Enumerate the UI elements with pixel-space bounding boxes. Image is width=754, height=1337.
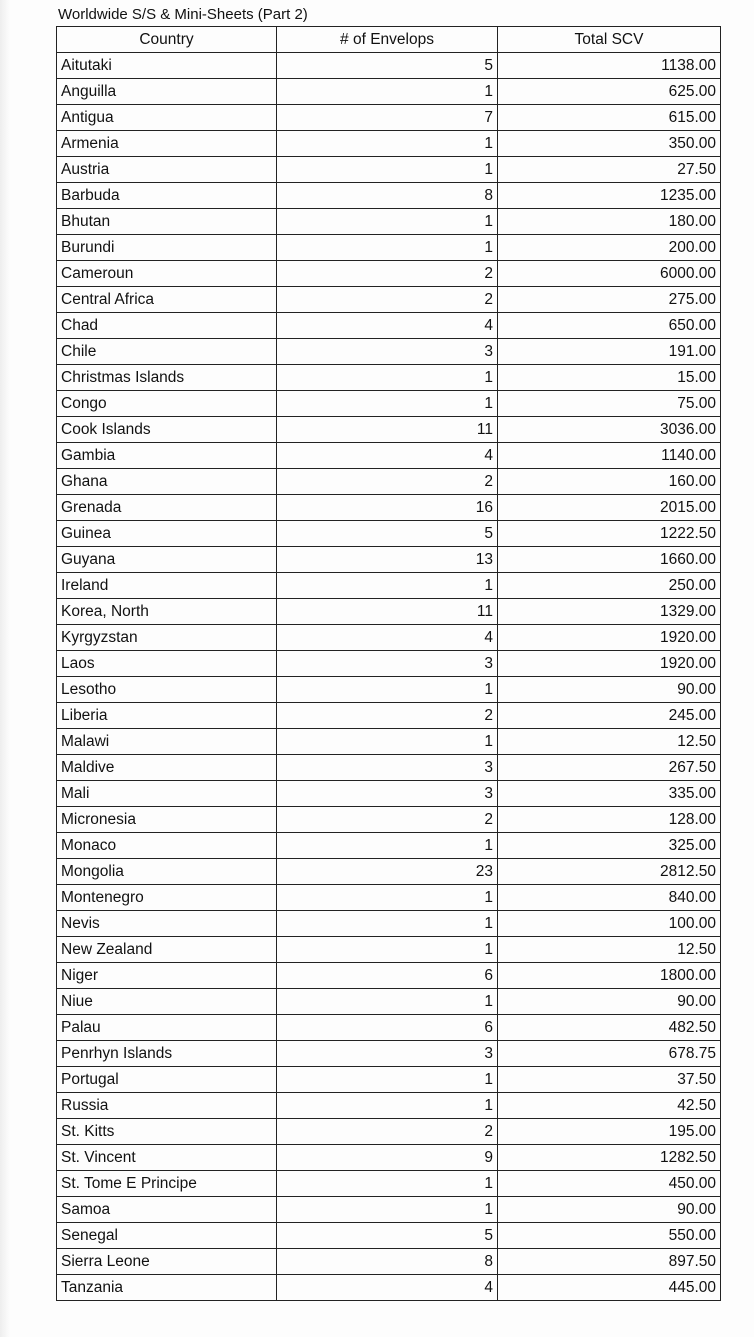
total-scv-cell: 1222.50 bbox=[498, 521, 721, 547]
envelops-cell: 1 bbox=[277, 911, 498, 937]
envelops-cell: 1 bbox=[277, 989, 498, 1015]
table-row bbox=[57, 1171, 721, 1197]
envelops-cell: 2 bbox=[277, 261, 498, 287]
country-cell: Central Africa bbox=[57, 287, 277, 313]
total-scv-cell: 128.00 bbox=[498, 807, 721, 833]
country-cell: Anguilla bbox=[57, 79, 277, 105]
total-scv-cell: 615.00 bbox=[498, 105, 721, 131]
total-scv-cell: 27.50 bbox=[498, 157, 721, 183]
total-scv-cell: 1800.00 bbox=[498, 963, 721, 989]
table-row bbox=[57, 521, 721, 547]
country-cell: Liberia bbox=[57, 703, 277, 729]
envelops-cell: 6 bbox=[277, 963, 498, 989]
table-row bbox=[57, 1093, 721, 1119]
table-row bbox=[57, 1119, 721, 1145]
envelops-cell: 11 bbox=[277, 417, 498, 443]
total-scv-cell: 75.00 bbox=[498, 391, 721, 417]
country-cell: Chile bbox=[57, 339, 277, 365]
country-cell: Malawi bbox=[57, 729, 277, 755]
envelops-cell: 2 bbox=[277, 469, 498, 495]
total-scv-cell: 325.00 bbox=[498, 833, 721, 859]
envelops-cell: 1 bbox=[277, 157, 498, 183]
envelops-cell: 4 bbox=[277, 625, 498, 651]
total-scv-cell: 100.00 bbox=[498, 911, 721, 937]
envelops-cell: 6 bbox=[277, 1015, 498, 1041]
envelops-cell: 1 bbox=[277, 391, 498, 417]
envelops-cell: 13 bbox=[277, 547, 498, 573]
table-row bbox=[57, 599, 721, 625]
envelops-cell: 3 bbox=[277, 651, 498, 677]
envelops-cell: 3 bbox=[277, 755, 498, 781]
table-row bbox=[57, 469, 721, 495]
table-row bbox=[57, 1275, 721, 1301]
total-scv-cell: 1282.50 bbox=[498, 1145, 721, 1171]
country-cell: Congo bbox=[57, 391, 277, 417]
table-row bbox=[57, 287, 721, 313]
envelops-cell: 16 bbox=[277, 495, 498, 521]
country-cell: Russia bbox=[57, 1093, 277, 1119]
table-row bbox=[57, 677, 721, 703]
country-cell: Sierra Leone bbox=[57, 1249, 277, 1275]
table-row bbox=[57, 209, 721, 235]
country-cell: Chad bbox=[57, 313, 277, 339]
total-scv-cell: 550.00 bbox=[498, 1223, 721, 1249]
total-scv-cell: 335.00 bbox=[498, 781, 721, 807]
total-scv-cell: 6000.00 bbox=[498, 261, 721, 287]
table-row bbox=[57, 339, 721, 365]
total-scv-cell: 650.00 bbox=[498, 313, 721, 339]
country-cell: Armenia bbox=[57, 131, 277, 157]
table-row bbox=[57, 157, 721, 183]
document-title: Worldwide S/S & Mini-Sheets (Part 2) bbox=[58, 6, 308, 23]
total-scv-cell: 12.50 bbox=[498, 729, 721, 755]
country-cell: Guinea bbox=[57, 521, 277, 547]
total-scv-cell: 350.00 bbox=[498, 131, 721, 157]
total-scv-cell: 450.00 bbox=[498, 1171, 721, 1197]
envelops-cell: 1 bbox=[277, 937, 498, 963]
table-row bbox=[57, 53, 721, 79]
envelops-cell: 5 bbox=[277, 53, 498, 79]
country-cell: Mongolia bbox=[57, 859, 277, 885]
total-scv-cell: 1920.00 bbox=[498, 651, 721, 677]
table-row bbox=[57, 625, 721, 651]
table-row bbox=[57, 1197, 721, 1223]
table-row bbox=[57, 547, 721, 573]
country-cell: Kyrgyzstan bbox=[57, 625, 277, 651]
envelops-cell: 1 bbox=[277, 235, 498, 261]
envelops-cell: 2 bbox=[277, 807, 498, 833]
table-row bbox=[57, 911, 721, 937]
country-cell: Cook Islands bbox=[57, 417, 277, 443]
total-scv-cell: 275.00 bbox=[498, 287, 721, 313]
envelops-cell: 2 bbox=[277, 703, 498, 729]
total-scv-cell: 1329.00 bbox=[498, 599, 721, 625]
envelops-cell: 1 bbox=[277, 885, 498, 911]
total-scv-cell: 180.00 bbox=[498, 209, 721, 235]
envelops-cell: 5 bbox=[277, 1223, 498, 1249]
total-scv-cell: 42.50 bbox=[498, 1093, 721, 1119]
table-row bbox=[57, 573, 721, 599]
table-header-row bbox=[57, 27, 721, 53]
table-row bbox=[57, 1015, 721, 1041]
total-scv-cell: 3036.00 bbox=[498, 417, 721, 443]
total-scv-cell: 625.00 bbox=[498, 79, 721, 105]
table-row bbox=[57, 183, 721, 209]
envelops-cell: 3 bbox=[277, 339, 498, 365]
country-cell: Laos bbox=[57, 651, 277, 677]
country-cell: New Zealand bbox=[57, 937, 277, 963]
table-row bbox=[57, 703, 721, 729]
country-cell: Portugal bbox=[57, 1067, 277, 1093]
total-scv-cell: 2015.00 bbox=[498, 495, 721, 521]
envelops-cell: 1 bbox=[277, 131, 498, 157]
envelops-cell: 1 bbox=[277, 79, 498, 105]
total-scv-cell: 250.00 bbox=[498, 573, 721, 599]
country-cell: Micronesia bbox=[57, 807, 277, 833]
table-row bbox=[57, 651, 721, 677]
table-row bbox=[57, 235, 721, 261]
table-row bbox=[57, 859, 721, 885]
country-cell: Korea, North bbox=[57, 599, 277, 625]
total-scv-cell: 191.00 bbox=[498, 339, 721, 365]
country-cell: Maldive bbox=[57, 755, 277, 781]
table-row bbox=[57, 729, 721, 755]
total-scv-cell: 2812.50 bbox=[498, 859, 721, 885]
envelops-cell: 1 bbox=[277, 1067, 498, 1093]
envelops-cell: 11 bbox=[277, 599, 498, 625]
envelops-cell: 1 bbox=[277, 1171, 498, 1197]
header-total-scv: Total SCV bbox=[498, 27, 721, 53]
country-cell: Nevis bbox=[57, 911, 277, 937]
table-row bbox=[57, 755, 721, 781]
table-row bbox=[57, 365, 721, 391]
total-scv-cell: 897.50 bbox=[498, 1249, 721, 1275]
envelops-cell: 4 bbox=[277, 443, 498, 469]
country-cell: Tanzania bbox=[57, 1275, 277, 1301]
table-row bbox=[57, 313, 721, 339]
country-cell: Samoa bbox=[57, 1197, 277, 1223]
envelops-cell: 23 bbox=[277, 859, 498, 885]
table-row bbox=[57, 1145, 721, 1171]
total-scv-cell: 1660.00 bbox=[498, 547, 721, 573]
total-scv-cell: 1920.00 bbox=[498, 625, 721, 651]
country-cell: Ireland bbox=[57, 573, 277, 599]
country-cell: Barbuda bbox=[57, 183, 277, 209]
envelops-cell: 2 bbox=[277, 1119, 498, 1145]
scan-edge-shadow bbox=[0, 0, 10, 1337]
country-cell: St. Vincent bbox=[57, 1145, 277, 1171]
total-scv-cell: 37.50 bbox=[498, 1067, 721, 1093]
country-cell: Gambia bbox=[57, 443, 277, 469]
table-row bbox=[57, 1223, 721, 1249]
envelops-cell: 8 bbox=[277, 1249, 498, 1275]
table-row bbox=[57, 417, 721, 443]
envelops-cell: 4 bbox=[277, 1275, 498, 1301]
envelops-cell: 1 bbox=[277, 729, 498, 755]
table-row bbox=[57, 1041, 721, 1067]
country-cell: Ghana bbox=[57, 469, 277, 495]
header-envelops: # of Envelops bbox=[277, 27, 498, 53]
total-scv-cell: 90.00 bbox=[498, 677, 721, 703]
envelops-cell: 1 bbox=[277, 365, 498, 391]
country-cell: Senegal bbox=[57, 1223, 277, 1249]
total-scv-cell: 15.00 bbox=[498, 365, 721, 391]
table-row bbox=[57, 807, 721, 833]
country-cell: Antigua bbox=[57, 105, 277, 131]
total-scv-cell: 840.00 bbox=[498, 885, 721, 911]
total-scv-cell: 1140.00 bbox=[498, 443, 721, 469]
table-row bbox=[57, 833, 721, 859]
table-row bbox=[57, 885, 721, 911]
total-scv-cell: 245.00 bbox=[498, 703, 721, 729]
country-cell: Niger bbox=[57, 963, 277, 989]
envelops-cell: 1 bbox=[277, 1093, 498, 1119]
total-scv-cell: 267.50 bbox=[498, 755, 721, 781]
header-country: Country bbox=[57, 27, 277, 53]
envelops-cell: 4 bbox=[277, 313, 498, 339]
country-cell: Monaco bbox=[57, 833, 277, 859]
table-row bbox=[57, 443, 721, 469]
country-cell: Guyana bbox=[57, 547, 277, 573]
total-scv-cell: 160.00 bbox=[498, 469, 721, 495]
total-scv-cell: 482.50 bbox=[498, 1015, 721, 1041]
country-cell: Palau bbox=[57, 1015, 277, 1041]
total-scv-cell: 12.50 bbox=[498, 937, 721, 963]
country-cell: St. Kitts bbox=[57, 1119, 277, 1145]
table-row bbox=[57, 105, 721, 131]
envelops-cell: 1 bbox=[277, 833, 498, 859]
envelops-cell: 8 bbox=[277, 183, 498, 209]
total-scv-cell: 445.00 bbox=[498, 1275, 721, 1301]
total-scv-cell: 90.00 bbox=[498, 1197, 721, 1223]
table-row bbox=[57, 495, 721, 521]
table-row bbox=[57, 989, 721, 1015]
envelops-cell: 1 bbox=[277, 573, 498, 599]
total-scv-cell: 90.00 bbox=[498, 989, 721, 1015]
total-scv-cell: 678.75 bbox=[498, 1041, 721, 1067]
envelops-cell: 7 bbox=[277, 105, 498, 131]
total-scv-cell: 1235.00 bbox=[498, 183, 721, 209]
country-cell: Cameroun bbox=[57, 261, 277, 287]
envelops-cell: 3 bbox=[277, 1041, 498, 1067]
country-cell: Christmas Islands bbox=[57, 365, 277, 391]
total-scv-cell: 1138.00 bbox=[498, 53, 721, 79]
table-row bbox=[57, 1067, 721, 1093]
envelops-cell: 3 bbox=[277, 781, 498, 807]
envelops-cell: 5 bbox=[277, 521, 498, 547]
country-cell: Lesotho bbox=[57, 677, 277, 703]
country-cell: Burundi bbox=[57, 235, 277, 261]
country-cell: Penrhyn Islands bbox=[57, 1041, 277, 1067]
country-cell: St. Tome E Principe bbox=[57, 1171, 277, 1197]
table-row bbox=[57, 937, 721, 963]
table-row bbox=[57, 131, 721, 157]
country-table bbox=[56, 26, 721, 1301]
table-row bbox=[57, 261, 721, 287]
envelops-cell: 1 bbox=[277, 677, 498, 703]
country-cell: Aitutaki bbox=[57, 53, 277, 79]
table-row bbox=[57, 1249, 721, 1275]
envelops-cell: 2 bbox=[277, 287, 498, 313]
table-row bbox=[57, 781, 721, 807]
envelops-cell: 1 bbox=[277, 209, 498, 235]
table-body bbox=[57, 53, 721, 1301]
country-cell: Mali bbox=[57, 781, 277, 807]
table-row bbox=[57, 391, 721, 417]
table-row bbox=[57, 963, 721, 989]
country-cell: Bhutan bbox=[57, 209, 277, 235]
country-cell: Montenegro bbox=[57, 885, 277, 911]
envelops-cell: 9 bbox=[277, 1145, 498, 1171]
country-cell: Niue bbox=[57, 989, 277, 1015]
table-row bbox=[57, 79, 721, 105]
country-cell: Austria bbox=[57, 157, 277, 183]
total-scv-cell: 195.00 bbox=[498, 1119, 721, 1145]
total-scv-cell: 200.00 bbox=[498, 235, 721, 261]
envelops-cell: 1 bbox=[277, 1197, 498, 1223]
country-cell: Grenada bbox=[57, 495, 277, 521]
